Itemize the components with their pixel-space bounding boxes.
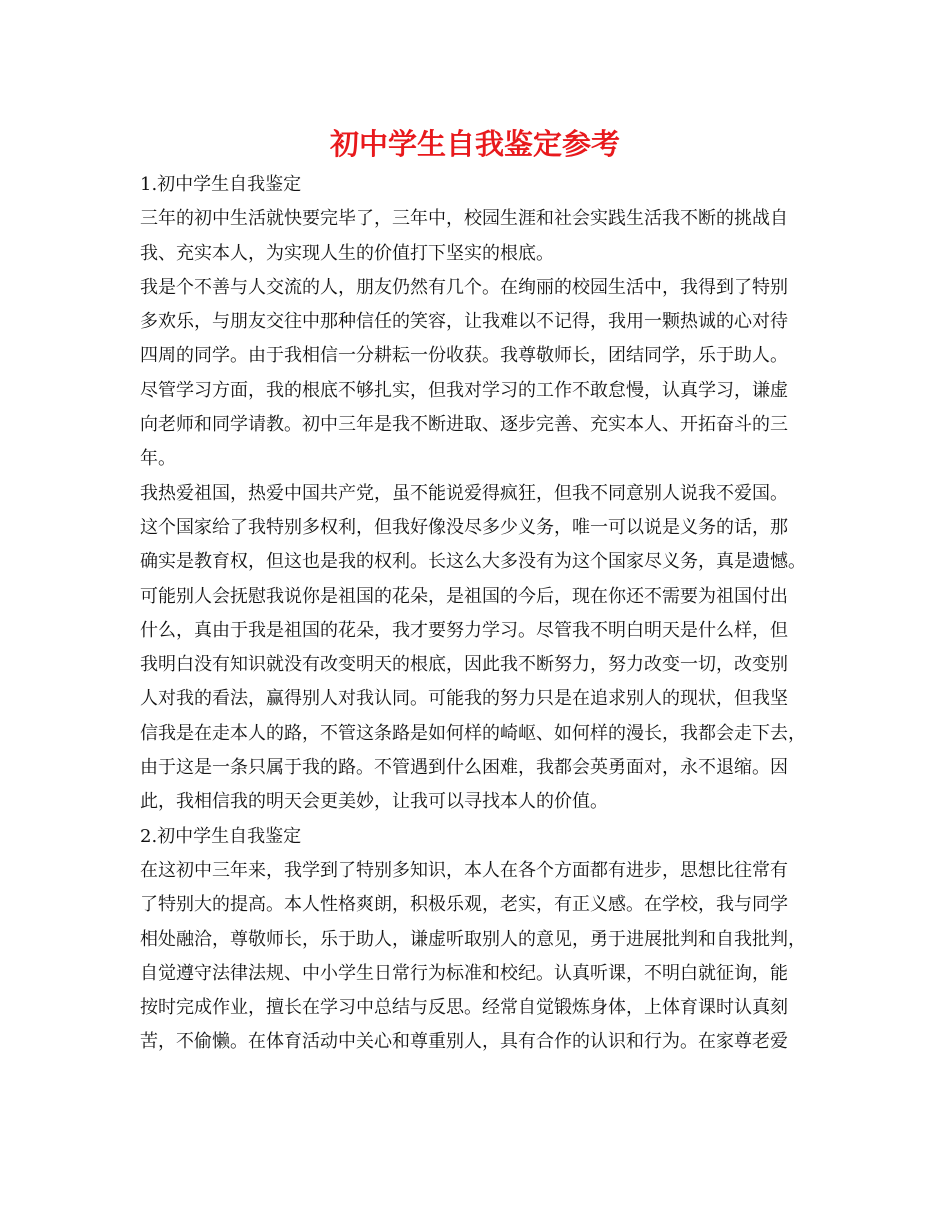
text-line: 三年的初中生活就快要完毕了，三年中，校园生涯和社会实践生活我不断的挑战自 (140, 208, 788, 230)
text-line: 什么，真由于我是祖国的花朵，我才要努力学习。尽管我不明白明天是什么样，但 (140, 619, 788, 641)
text-line: 按时完成作业，擅长在学习中总结与反思。经常自觉锻炼身体，上体育课时认真刻 (140, 997, 788, 1019)
text-line: 1.初中学生自我鉴定 (140, 174, 302, 195)
text-line: 人对我的看法，赢得别人对我认同。可能我的努力只是在追求别人的现状，但我坚 (140, 688, 788, 710)
text-line: 由于这是一条只属于我的路。不管遇到什么困难，我都会英勇面对，永不退缩。因 (140, 757, 788, 779)
text-line: 了特别大的提高。本人性格爽朗，积极乐观，老实，有正义感。在学校，我与同学 (140, 894, 788, 916)
text-line: 多欢乐，与朋友交往中那种信任的笑容，让我难以不记得，我用一颗热诚的心对待 (140, 311, 788, 333)
document-body (140, 168, 820, 1060)
text-line: 确实是教育权，但这也是我的权利。长这么大多没有为这个国家尽义务，真是遗憾。 (140, 551, 806, 573)
text-line: 相处融洽，尊敬师长，乐于助人，谦虚听取别人的意见，勇于进展批判和自我批判， (140, 928, 806, 950)
text-line: 苦，不偷懒。在体育活动中关心和尊重别人，具有合作的认识和行为。在家尊老爱 (140, 1031, 788, 1053)
text-line: 信我是在走本人的路，不管这条路是如何样的崎岖、如何样的漫长，我都会走下去， (140, 722, 806, 744)
text-line: 我明白没有知识就没有改变明天的根底，因此我不断努力，努力改变一切，改变别 (140, 654, 788, 676)
text-line: 此，我相信我的明天会更美妙，让我可以寻找本人的价值。 (140, 791, 608, 813)
text-line: 尽管学习方面，我的根底不够扎实，但我对学习的工作不敢怠慢，认真学习，谦虚 (140, 379, 788, 401)
text-line: 2.初中学生自我鉴定 (140, 825, 302, 847)
text-line: 我热爱祖国，热爱中国共产党，虽不能说爱得疯狂，但我不同意别人说我不爱国。 (140, 482, 788, 504)
text-line: 向老师和同学请教。初中三年是我不断进取、逐步完善、充实本人、开拓奋斗的三 (140, 414, 788, 436)
text-line: 我、充实本人，为实现人生的价值打下坚实的根底。 (140, 242, 554, 264)
text-line: 四周的同学。由于我相信一分耕耘一份收获。我尊敬师长，团结同学，乐于助人。 (140, 345, 788, 367)
text-line: 这个国家给了我特别多权利，但我好像没尽多少义务，唯一可以说是义务的话，那 (140, 516, 788, 538)
text-line: 可能别人会抚慰我说你是祖国的花朵，是祖国的今后，现在你还不需要为祖国付出 (140, 585, 788, 607)
document-title: 初中学生自我鉴定参考 (329, 127, 620, 161)
text-line: 年。 (140, 448, 176, 470)
text-line: 自觉遵守法律法规、中小学生日常行为标准和校纪。认真听课，不明白就征询，能 (140, 962, 788, 984)
text-line: 在这初中三年来，我学到了特别多知识，本人在各个方面都有进步，思想比往常有 (140, 859, 788, 881)
text-line: 我是个不善与人交流的人，朋友仍然有几个。在绚丽的校园生活中，我得到了特别 (140, 276, 788, 298)
